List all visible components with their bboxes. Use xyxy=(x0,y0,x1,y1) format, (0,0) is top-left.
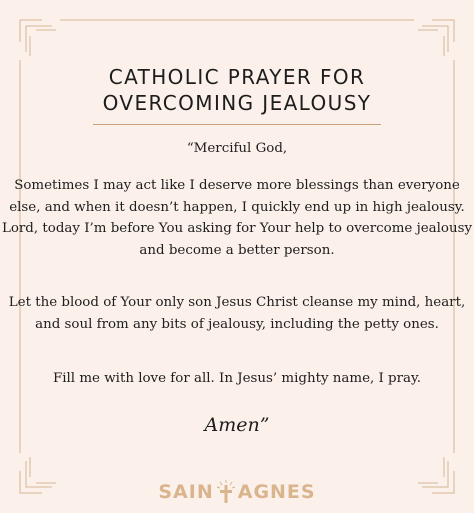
prayer-closing: Amen” xyxy=(204,414,270,436)
prayer-paragraph-1: Sometimes I may act like I deserve more blessings than everyone else, and when it doesn’t happen, I quickly end up in high jealousy. Lord, today I’m before You asking for Your help to overcome jealousy and become a better person. xyxy=(1,178,473,259)
title-line-2: OVERCOMING JEALOUSY xyxy=(102,91,372,115)
title-divider xyxy=(93,124,381,125)
prayer-paragraph-3: Fill me with love for all. In Jesus’ mighty name, I pray. xyxy=(52,371,422,386)
brand-logo xyxy=(0,480,474,504)
prayer-opening: “Merciful God, xyxy=(186,141,288,156)
brand-text-right: AGNES xyxy=(237,481,316,503)
prayer-paragraph-2: Let the blood of Your only son Jesus Christ cleanse my mind, heart, and soul from any bits of jealousy, including the petty ones. xyxy=(8,295,466,332)
brand-text-left: SAIN xyxy=(158,481,214,503)
cross-sunburst-icon xyxy=(216,480,236,504)
title-line-1: CATHOLIC PRAYER FOR xyxy=(108,65,366,89)
